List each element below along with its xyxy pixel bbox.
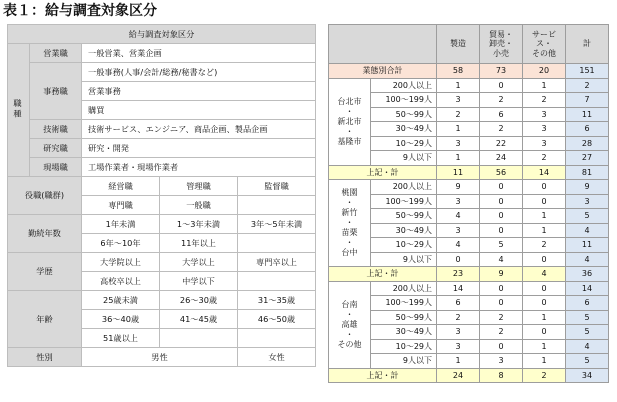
occupation-label: 職種 [8,44,30,177]
region-name-part: ・ [345,238,354,247]
employee-size-label: 9人以下 [371,354,437,369]
age-option: 51歳以上 [82,329,160,348]
count-cell: 0 [523,194,566,209]
subtotal-row [329,267,609,282]
position-option: 専門職 [82,196,160,215]
occupation-category: 現場職 [30,158,82,177]
employee-size-label: 50～99人 [371,209,437,224]
subtotal-value: 34 [566,368,609,383]
region-name-part: 桃園 [341,188,358,197]
count-cell: 3 [437,325,480,340]
subtotal-value: 11 [437,165,480,180]
employee-size-label: 30～49人 [371,122,437,137]
header-corner [329,25,437,64]
count-cell: 1 [523,78,566,93]
position-option: 管理職 [160,177,238,196]
column-header: サービス・ その他 [523,25,566,64]
region-label [329,180,371,267]
count-cell: 3 [437,223,480,238]
count-cell: 7 [566,93,609,108]
occupation-detail: 研究・開発 [82,139,316,158]
employee-size-label: 100～199人 [371,93,437,108]
count-cell: 2 [480,93,523,108]
age-option: 36～40歳 [82,310,160,329]
region-name-part: 新竹 [341,208,358,217]
count-cell: 9 [437,180,480,195]
position-option: 一般職 [160,196,238,215]
empty-cell [238,234,316,253]
subtotal-label: 上記・計 [329,165,437,180]
category-table-header: 給与調査対象区分 [8,25,316,44]
position-option: 監督職 [238,177,316,196]
empty-cell [238,329,316,348]
occupation-detail: 工場作業者・現場作業者 [82,158,316,177]
table-row [329,180,609,195]
empty-cell [160,329,238,348]
count-cell: 5 [566,310,609,325]
count-cell: 11 [566,238,609,253]
employee-size-label: 50～99人 [371,310,437,325]
table-row [329,209,609,224]
count-cell: 3 [437,194,480,209]
age-option: 25歳未満 [82,291,160,310]
employee-size-label: 9人以下 [371,151,437,166]
count-cell: 0 [523,325,566,340]
employee-size-label: 200人以上 [371,78,437,93]
table-row [329,281,609,296]
count-cell: 2 [480,310,523,325]
subtotal-value: 4 [523,267,566,282]
count-cell: 0 [480,194,523,209]
count-cell: 1 [523,339,566,354]
region-name-part: ・ [345,126,354,136]
employee-size-label: 30～49人 [371,223,437,238]
count-cell: 0 [480,296,523,311]
count-cell: 1 [523,310,566,325]
count-cell: 4 [566,252,609,267]
count-cell: 2 [566,78,609,93]
education-option: 中学以下 [160,272,238,291]
table-row [329,78,609,93]
count-cell: 4 [437,209,480,224]
count-cell: 6 [566,296,609,311]
count-cell: 2 [480,122,523,137]
gender-option: 女性 [238,348,316,367]
table-row [329,93,609,108]
table-row [329,339,609,354]
column-header: 製造 [437,25,480,64]
count-cell: 0 [437,252,480,267]
region-name-part: ・ [345,198,354,207]
total-value: 20 [523,64,566,79]
industry-total-row [329,64,609,79]
count-cell: 0 [480,339,523,354]
occupation-category: 事務職 [30,63,82,120]
count-cell: 22 [480,136,523,151]
subtotal-row [329,165,609,180]
count-cell: 1 [523,354,566,369]
count-cell: 14 [566,281,609,296]
education-option: 専門卒以上 [238,253,316,272]
count-cell: 1 [437,151,480,166]
table-row [329,252,609,267]
subtotal-value: 2 [523,368,566,383]
count-cell: 11 [566,107,609,122]
count-cell: 0 [480,281,523,296]
occupation-detail: 一般事務(人事/会計/総務/秘書など) [82,63,316,82]
subtotal-value: 81 [566,165,609,180]
table-row [329,136,609,151]
subtotal-label: 上記・計 [329,368,437,383]
occupation-detail: 購買 [82,101,316,120]
total-value: 58 [437,64,480,79]
count-cell: 27 [566,151,609,166]
tenure-option: 6年～10年 [82,234,160,253]
region-name-part: ・ [345,218,354,227]
count-cell: 5 [480,238,523,253]
position-option: 経営職 [82,177,160,196]
region-name-part: 苗栗 [341,228,358,237]
count-cell: 1 [437,78,480,93]
region-name-part: 台北市 [337,96,362,106]
age-label: 年齢 [8,291,82,348]
count-cell: 5 [566,354,609,369]
empty-cell [238,196,316,215]
region-name-part: 高雄 [341,319,358,329]
tenure-label: 勤続年数 [8,215,82,253]
region-name-part: 台中 [341,248,358,257]
subtotal-label: 上記・計 [329,267,437,282]
tenure-option: 1年未満 [82,215,160,234]
table-row [329,354,609,369]
empty-cell [238,272,316,291]
age-option: 41～45歳 [160,310,238,329]
occupation-category: 研究職 [30,139,82,158]
tenure-option: 3年～5年未満 [238,215,316,234]
occupation-category: 営業職 [30,44,82,63]
subtotal-value: 14 [523,165,566,180]
occupation-detail: 営業事務 [82,82,316,101]
count-cell: 4 [437,238,480,253]
count-cell: 2 [480,325,523,340]
count-cell: 24 [480,151,523,166]
column-header: 貿易・ 卸売・ 小売 [480,25,523,64]
count-cell: 3 [437,339,480,354]
education-label: 学歴 [8,253,82,291]
employee-size-label: 9人以下 [371,252,437,267]
count-cell: 1 [523,223,566,238]
subtotal-value: 8 [480,368,523,383]
count-cell: 0 [523,281,566,296]
employee-size-label: 10～29人 [371,136,437,151]
total-value: 73 [480,64,523,79]
count-cell: 5 [566,209,609,224]
region-label [329,78,371,165]
count-cell: 0 [523,296,566,311]
count-cell: 3 [437,136,480,151]
count-cell: 3 [523,136,566,151]
count-cell: 1 [437,354,480,369]
region-name-part: ・ [345,309,354,319]
count-cell: 4 [480,252,523,267]
count-cell: 5 [566,325,609,340]
table-row [329,296,609,311]
gender-option: 男性 [82,348,238,367]
count-cell: 3 [480,354,523,369]
subtotal-value: 9 [480,267,523,282]
subtotal-row [329,368,609,383]
count-cell: 2 [437,310,480,325]
age-option: 46～50歳 [238,310,316,329]
tenure-option: 11年以上 [160,234,238,253]
table-row [329,151,609,166]
count-cell: 3 [523,107,566,122]
table-row [329,122,609,137]
column-header: 計 [566,25,609,64]
count-cell: 6 [437,296,480,311]
count-cell: 1 [437,122,480,137]
occupation-detail: 一般営業、営業企画 [82,44,316,63]
tenure-option: 1～3年未満 [160,215,238,234]
count-cell: 0 [480,180,523,195]
count-cell: 6 [480,107,523,122]
region-name-part: 新北市 [337,116,362,126]
count-cell: 9 [566,180,609,195]
employee-size-label: 100～199人 [371,194,437,209]
count-cell: 1 [523,209,566,224]
count-cell: 0 [480,78,523,93]
total-value: 151 [566,64,609,79]
region-name-part: ・ [345,329,354,339]
occupation-category: 技術職 [30,120,82,139]
region-name-part: その他 [337,339,362,349]
education-option: 大学以上 [160,253,238,272]
employee-size-label: 200人以上 [371,180,437,195]
count-cell: 2 [523,151,566,166]
employee-size-label: 10～29人 [371,238,437,253]
count-cell: 4 [566,223,609,238]
count-cell: 3 [523,122,566,137]
survey-count-table [328,24,609,383]
count-cell: 0 [523,180,566,195]
table-row [329,107,609,122]
subtotal-value: 24 [437,368,480,383]
occupation-detail: 技術サービス、エンジニア、商品企画、製品企画 [82,120,316,139]
count-cell: 6 [566,122,609,137]
education-option: 大学院以上 [82,253,160,272]
count-cell: 2 [437,107,480,122]
region-name-part: ・ [345,106,354,116]
employee-size-label: 100～199人 [371,296,437,311]
position-label: 役職(職群) [8,177,82,215]
survey-category-table [7,24,316,367]
count-cell: 28 [566,136,609,151]
gender-label: 性別 [8,348,82,367]
count-cell: 0 [523,252,566,267]
subtotal-value: 56 [480,165,523,180]
page-title: 表１：給与調査対象区分 [3,3,157,19]
industry-total-label: 業態別合計 [329,64,437,79]
table-row [329,310,609,325]
region-label [329,281,371,368]
count-cell: 4 [566,339,609,354]
table-row [329,194,609,209]
table-row [329,223,609,238]
count-cell: 2 [523,93,566,108]
count-cell: 3 [437,93,480,108]
count-cell: 0 [480,223,523,238]
table-row [329,325,609,340]
employee-size-label: 50～99人 [371,107,437,122]
age-option: 31～35歳 [238,291,316,310]
employee-size-label: 10～29人 [371,339,437,354]
region-name-part: 台南 [341,299,358,309]
count-cell: 14 [437,281,480,296]
count-cell: 3 [566,194,609,209]
count-cell: 2 [523,238,566,253]
subtotal-value: 36 [566,267,609,282]
count-cell: 0 [480,209,523,224]
age-option: 26～30歳 [160,291,238,310]
region-name-part: 基隆市 [337,136,362,146]
employee-size-label: 30～49人 [371,325,437,340]
table-row [329,238,609,253]
education-option: 高校卒以上 [82,272,160,291]
employee-size-label: 200人以上 [371,281,437,296]
subtotal-value: 23 [437,267,480,282]
